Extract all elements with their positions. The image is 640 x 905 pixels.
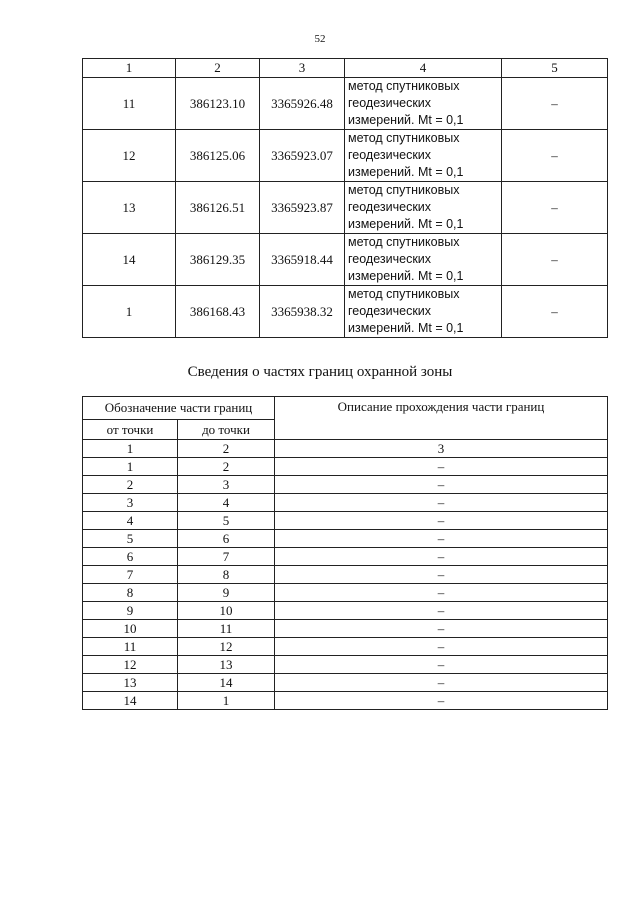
segment-description-cell: – (275, 476, 608, 494)
segment-row (83, 656, 608, 674)
coordinates-table-body (83, 78, 608, 338)
segment-row (83, 494, 608, 512)
to-point-cell: 7 (178, 548, 275, 566)
from-point-cell: 13 (83, 674, 178, 692)
method-cell (345, 78, 502, 130)
to-point-cell: 3 (178, 476, 275, 494)
to-point-cell: 11 (178, 620, 275, 638)
method-cell (345, 130, 502, 182)
y-coordinate-cell: 3365923.87 (260, 182, 345, 234)
segment-row (83, 566, 608, 584)
method-line: геодезических (348, 252, 432, 266)
x-coordinate-cell: 386168.43 (176, 286, 260, 338)
from-point-cell: 5 (83, 530, 178, 548)
y-coordinate-cell: 3365938.32 (260, 286, 345, 338)
method-line: метод спутниковых (348, 131, 460, 145)
to-point-cell: 6 (178, 530, 275, 548)
segment-description-cell: – (275, 584, 608, 602)
segment-row (83, 548, 608, 566)
column-header: 4 (345, 59, 502, 78)
x-coordinate-cell: 386129.35 (176, 234, 260, 286)
to-point-cell: 14 (178, 674, 275, 692)
column-header: 5 (502, 59, 608, 78)
segment-row (83, 584, 608, 602)
to-point-cell: 5 (178, 512, 275, 530)
section-title: Сведения о частях границ охранной зоны (187, 364, 453, 380)
from-point-cell: 8 (83, 584, 178, 602)
segment-row (83, 530, 608, 548)
coordinates-table (82, 58, 608, 338)
method-line: метод спутниковых (348, 235, 460, 249)
to-point-cell: 2 (178, 458, 275, 476)
coordinates-row (83, 78, 608, 130)
from-point-cell: 7 (83, 566, 178, 584)
to-point-cell: 1 (178, 692, 275, 710)
method-cell (345, 286, 502, 338)
segments-header-row (83, 397, 608, 420)
point-number-cell: 11 (83, 78, 176, 130)
y-coordinate-cell: 3365926.48 (260, 78, 345, 130)
segment-designation-header: Обозначение части границ (83, 397, 275, 420)
method-cell (345, 182, 502, 234)
from-point-cell: 4 (83, 512, 178, 530)
point-number-cell: 13 (83, 182, 176, 234)
from-point-cell: 3 (83, 494, 178, 512)
to-point-header: до точки (178, 420, 275, 440)
segment-description-cell: – (275, 548, 608, 566)
segment-row (83, 476, 608, 494)
coordinates-row (83, 182, 608, 234)
from-point-cell: 11 (83, 638, 178, 656)
method-line: метод спутниковых (348, 287, 460, 301)
from-point-cell: 12 (83, 656, 178, 674)
segment-description-cell: – (275, 494, 608, 512)
point-number-cell: 12 (83, 130, 176, 182)
from-point-cell: 10 (83, 620, 178, 638)
segments-table-body (83, 458, 608, 710)
method-line: измерений. Mt = 0,1 (348, 269, 464, 283)
coordinates-row (83, 130, 608, 182)
note-cell: – (502, 130, 608, 182)
segment-description-cell: – (275, 692, 608, 710)
to-point-cell: 4 (178, 494, 275, 512)
method-line: измерений. Mt = 0,1 (348, 165, 464, 179)
y-coordinate-cell: 3365923.07 (260, 130, 345, 182)
segment-row (83, 674, 608, 692)
coordinates-header-row (83, 59, 608, 78)
method-line: метод спутниковых (348, 79, 460, 93)
point-number-cell: 1 (83, 286, 176, 338)
to-point-cell: 12 (178, 638, 275, 656)
note-cell: – (502, 286, 608, 338)
y-coordinate-cell: 3365918.44 (260, 234, 345, 286)
column-number: 3 (275, 440, 608, 458)
segment-description-cell: – (275, 602, 608, 620)
method-line: геодезических (348, 304, 432, 318)
coordinates-row (83, 286, 608, 338)
to-point-cell: 8 (178, 566, 275, 584)
segment-description-header: Описание прохождения части границ (275, 397, 608, 440)
from-point-cell: 9 (83, 602, 178, 620)
segment-description-cell: – (275, 458, 608, 476)
segment-row (83, 602, 608, 620)
x-coordinate-cell: 386126.51 (176, 182, 260, 234)
to-point-cell: 10 (178, 602, 275, 620)
method-line: измерений. Mt = 0,1 (348, 217, 464, 231)
column-number: 1 (83, 440, 178, 458)
page-number: 52 (314, 33, 326, 45)
column-header: 3 (260, 59, 345, 78)
segment-row (83, 638, 608, 656)
segment-description-cell: – (275, 674, 608, 692)
segment-description-cell: – (275, 620, 608, 638)
to-point-cell: 13 (178, 656, 275, 674)
segment-description-cell: – (275, 656, 608, 674)
column-header: 1 (83, 59, 176, 78)
x-coordinate-cell: 386123.10 (176, 78, 260, 130)
from-point-header: от точки (83, 420, 178, 440)
method-line: геодезических (348, 200, 432, 214)
coordinates-row (83, 234, 608, 286)
segment-row (83, 458, 608, 476)
note-cell: – (502, 182, 608, 234)
method-line: измерений. Mt = 0,1 (348, 113, 464, 127)
method-line: измерений. Mt = 0,1 (348, 321, 464, 335)
point-number-cell: 14 (83, 234, 176, 286)
segment-description-cell: – (275, 512, 608, 530)
from-point-cell: 2 (83, 476, 178, 494)
column-header: 2 (176, 59, 260, 78)
note-cell: – (502, 78, 608, 130)
segment-row (83, 692, 608, 710)
method-line: метод спутниковых (348, 183, 460, 197)
segment-description-cell: – (275, 566, 608, 584)
boundary-segments-table (82, 396, 608, 710)
method-line: геодезических (348, 96, 432, 110)
to-point-cell: 9 (178, 584, 275, 602)
x-coordinate-cell: 386125.06 (176, 130, 260, 182)
segment-description-cell: – (275, 530, 608, 548)
from-point-cell: 14 (83, 692, 178, 710)
segment-description-cell: – (275, 638, 608, 656)
from-point-cell: 1 (83, 458, 178, 476)
method-line: геодезических (348, 148, 432, 162)
segment-row (83, 620, 608, 638)
segment-row (83, 512, 608, 530)
method-cell (345, 234, 502, 286)
note-cell: – (502, 234, 608, 286)
column-number: 2 (178, 440, 275, 458)
from-point-cell: 6 (83, 548, 178, 566)
segments-numbering-row (83, 440, 608, 458)
